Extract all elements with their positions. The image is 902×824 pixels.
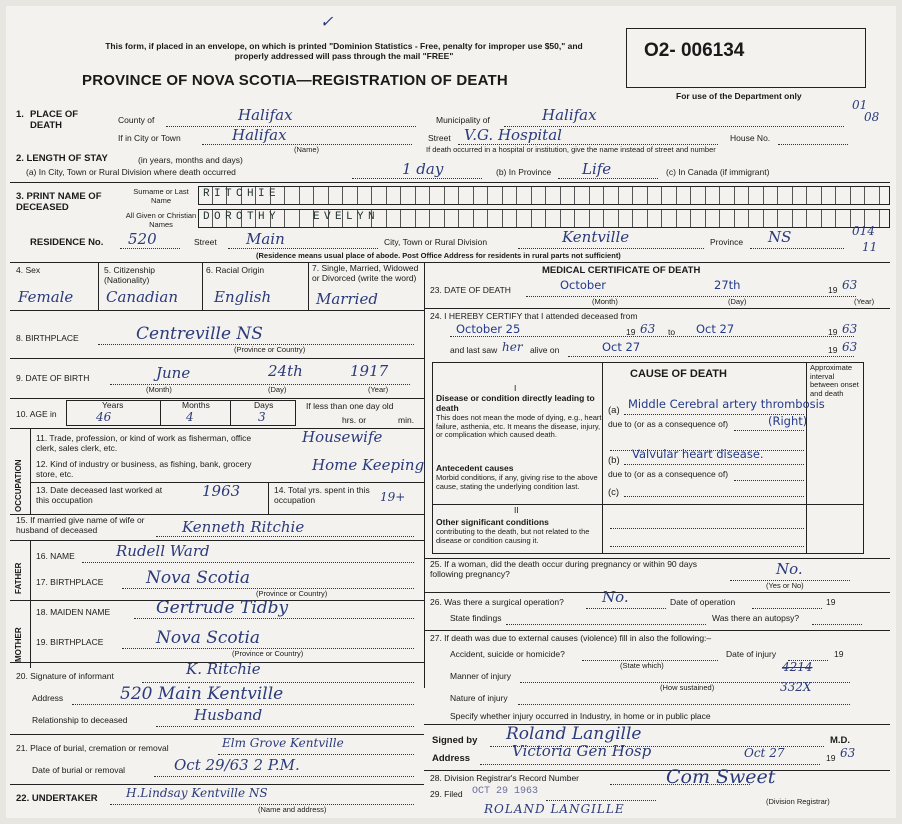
letter-cell: [677, 187, 692, 204]
residence-city: Kentville: [562, 228, 630, 246]
cause-a-value: Middle Cerebral artery thrombosis: [628, 397, 825, 411]
specify-label: Specify whether injury occurred in Industry, in home or in public place: [450, 711, 711, 721]
med-date: Oct 27: [744, 746, 785, 760]
letter-cell: [459, 187, 474, 204]
father-bp-value: Nova Scotia: [146, 568, 251, 588]
given-label: All Given or Christian Names: [125, 211, 197, 229]
death-certificate: [6, 6, 896, 818]
burial-place-value: Elm Grove Kentville: [222, 736, 344, 750]
letter-cell: [619, 210, 634, 227]
letter-cell: [836, 187, 851, 204]
surgical-label: 26. Was there a surgical operation?: [430, 597, 564, 607]
letter-cell: [430, 210, 445, 227]
racial-value: English: [214, 288, 272, 306]
lastsaw-value: Oct 27: [602, 340, 641, 354]
woman-label: 25. If a woman, did the death occur during pregnancy or within 90 days following pregnancy?: [430, 559, 697, 579]
autopsy-label: Was there an autopsy?: [712, 613, 800, 623]
street-value: V.G. Hospital: [464, 126, 562, 144]
registration-number: O2- 006134: [644, 40, 745, 61]
letter-cell: [633, 187, 648, 204]
letter-cell: [604, 187, 619, 204]
dob-year: 1917: [350, 362, 389, 380]
letter-cell: [474, 210, 489, 227]
dod-month-hint: (Month): [592, 297, 618, 306]
age-months-value: 4: [186, 410, 194, 424]
date-injury-label: Date of injury: [726, 649, 777, 659]
mailing-notice: This form, if placed in an envelope, on which is printed "Dominion Statistics - Free, penalty for improper use $50," and properly addressed will pass through the mail "FREE": [105, 41, 583, 61]
accident-label: Accident, suicide or homicide?: [450, 649, 565, 659]
interval-label: Approximate interval between onset and death: [810, 363, 859, 398]
att-to-prefix: 19: [828, 327, 838, 337]
signed-label: Signed by: [432, 735, 478, 746]
lastsaw-label: and last saw: [450, 345, 498, 355]
date-injury-prefix: 19: [834, 649, 844, 659]
letter-cell: [720, 210, 735, 227]
residence-city-label: City, Town or Rural Division: [384, 237, 488, 247]
letter-cell: [735, 187, 750, 204]
letter-cell: [416, 187, 431, 204]
dept-code-2: 08: [864, 110, 880, 124]
letter-cell: [764, 187, 779, 204]
letter-cell: [459, 210, 474, 227]
disease-note: This does not mean the mode of dying, e.g., heart failure, asthenia, etc. It means the disease, injury, or complication which caused death.: [436, 413, 602, 440]
age-months-label: Months: [182, 400, 210, 410]
letter-cell: [648, 210, 663, 227]
birthplace-hint: (Province or Country): [234, 345, 306, 354]
state-findings-label: State findings: [450, 613, 502, 623]
residence-street: Main: [246, 230, 285, 248]
industry-label: 12. Kind of industry or business, as fishing, bank, grocery store, etc.: [36, 459, 252, 479]
due-to-2: due to (or as a consequence of): [608, 469, 729, 479]
letter-cell: [865, 187, 880, 204]
nature-code: 332X: [780, 680, 812, 694]
place-death-num: 1.: [16, 109, 24, 120]
letter-cell: [807, 187, 822, 204]
letter-cell: [720, 187, 735, 204]
letter-cell: [662, 210, 677, 227]
sex-label: 4. Sex: [16, 265, 41, 275]
manner-label: Manner of injury: [450, 671, 511, 681]
letter-cell: [851, 187, 866, 204]
county-label: County of: [118, 115, 155, 125]
letter-cell: [416, 210, 431, 227]
med-year-prefix: 19: [826, 753, 836, 763]
father-side-label: FATHER: [14, 562, 23, 594]
letter-cell: [300, 187, 315, 204]
letter-cell: [561, 187, 576, 204]
letter-cell: [387, 187, 402, 204]
municipality-value: Halifax: [542, 106, 597, 124]
dod-day-hint: (Day): [728, 297, 747, 306]
sex-value: Female: [18, 288, 74, 306]
stay-a-value: 1 day: [402, 160, 444, 178]
registrar-signature: Com Sweet: [666, 766, 776, 788]
state-which-hint: (State which): [620, 661, 664, 670]
cause-c-label: (c): [608, 487, 620, 498]
stay-c-label: (c) In Canada (if immigrant): [666, 167, 770, 177]
surname-value: RITCHIE: [203, 188, 281, 200]
letter-cell: [329, 187, 344, 204]
med-address-label: Address: [432, 753, 471, 764]
informant-address-value: 520 Main Kentville: [120, 684, 284, 704]
md-label: M.D.: [830, 735, 851, 746]
letter-cell: [488, 187, 503, 204]
letter-cell: [445, 210, 460, 227]
mother-side-label: MOTHER: [14, 627, 23, 662]
burial-date-value: Oct 29/63 2 P.M.: [174, 756, 300, 774]
undertaker-value: H.Lindsay Kentville NS: [126, 786, 268, 800]
letter-cell: [691, 187, 706, 204]
stay-b-label: (b) In Province: [496, 167, 552, 177]
date-op-prefix: 19: [826, 597, 836, 607]
dob-day-hint: (Day): [268, 385, 287, 394]
spouse-value: Kenneth Ritchie: [182, 518, 305, 536]
informant-label: 20. Signature of informant: [16, 671, 114, 681]
burial-date-label: Date of burial or removal: [32, 765, 126, 775]
min-label: min.: [398, 415, 415, 425]
age-label: 10. AGE in: [16, 409, 57, 419]
marital-value: Married: [316, 290, 378, 308]
street-label: Street: [428, 133, 451, 143]
letter-cell: [474, 187, 489, 204]
surgical-value: No.: [602, 588, 629, 606]
hrs-label: hrs. or: [342, 415, 367, 425]
filed-label: 29. Filed: [430, 789, 463, 799]
letter-cell: [764, 210, 779, 227]
att-from-prefix: 19: [626, 327, 636, 337]
cause-a-label: (a): [608, 405, 620, 416]
father-name-label: 16. NAME: [36, 551, 75, 561]
letter-cell: [793, 210, 808, 227]
residence-province-label: Province: [710, 237, 744, 247]
lastsaw-her: her: [502, 340, 523, 354]
letter-cell: [503, 210, 518, 227]
letter-cell: [836, 210, 851, 227]
letter-cell: [807, 210, 822, 227]
cause-b-label: (b): [608, 455, 620, 466]
letter-cell: [285, 187, 300, 204]
dob-month-hint: (Month): [146, 385, 172, 394]
letter-cell: [546, 210, 561, 227]
age-years-value: 46: [96, 410, 112, 424]
father-name-value: Rudell Ward: [116, 542, 210, 560]
citizenship-value: Canadian: [106, 288, 179, 306]
external-label: 27. If death was due to external causes (violence) fill in also the following:–: [430, 633, 712, 643]
other-note: contributing to the death, but not related to the disease or condition causing it.: [436, 527, 590, 545]
letter-cell: [735, 210, 750, 227]
disease-label: Disease or condition directly leading to death: [436, 393, 595, 413]
filed-stamp: OCT 29 1963: [472, 786, 539, 797]
informant-value: K. Ritchie: [186, 660, 261, 678]
letter-cell: [517, 187, 532, 204]
letter-cell: [590, 187, 605, 204]
marital-label: 7. Single, Married, Widowed or Divorced (write the word): [312, 263, 419, 283]
letter-cell: [604, 210, 619, 227]
cause-b-value: Valvular heart disease.: [632, 447, 764, 461]
letter-cell: [778, 187, 793, 204]
dob-label: 9. DATE OF BIRTH: [16, 373, 90, 383]
citizenship-label: 5. Citizenship (Nationality): [104, 265, 156, 285]
letter-cell: [648, 187, 663, 204]
age-years-label: Years: [102, 400, 124, 410]
dod-label: 23. DATE OF DEATH: [430, 285, 511, 295]
given-value: DOROTHY EVELYN: [203, 211, 380, 223]
letter-cell: [677, 210, 692, 227]
woman-yesno-hint: (Yes or No): [766, 581, 804, 590]
occupation-side-label: OCCUPATION: [14, 459, 23, 512]
att-to-label: to: [668, 327, 676, 337]
letter-cell: [590, 210, 605, 227]
letter-cell: [532, 187, 547, 204]
date-op-label: Date of operation: [670, 597, 736, 607]
dob-year-hint: (Year): [368, 385, 389, 394]
section-ii: II: [514, 505, 519, 515]
dod-year: 63: [842, 278, 858, 292]
place-death-label: PLACE OF DEATH: [30, 109, 79, 131]
letter-cell: [503, 187, 518, 204]
racial-label: 6. Racial Origin: [206, 265, 265, 275]
att-to: Oct 27: [696, 322, 735, 336]
lessday-label: If less than one day old: [306, 401, 394, 411]
dob-month: June: [156, 364, 191, 382]
relationship-value: Husband: [194, 706, 263, 724]
mother-bp-label: 19. BIRTHPLACE: [36, 637, 104, 647]
city-name-hint: (Name): [294, 145, 320, 154]
dod-day: 27th: [714, 278, 741, 292]
medical-title: MEDICAL CERTIFICATE OF DEATH: [542, 265, 701, 276]
trade-label: 11. Trade, profession, or kind of work as fisherman, office clerk, sales clerk, etc.: [36, 433, 252, 453]
alive-on-label: alive on: [530, 345, 560, 355]
letter-cell: [343, 187, 358, 204]
burial-place-label: 21. Place of burial, cremation or removal: [16, 743, 169, 753]
cause-title: CAUSE OF DEATH: [630, 368, 727, 380]
dept-code-1: 01: [852, 98, 868, 112]
form-title: PROVINCE OF NOVA SCOTIA—REGISTRATION OF DEATH: [82, 72, 508, 89]
residence-label: RESIDENCE No.: [30, 237, 104, 248]
dod-year-prefix: 19: [828, 285, 838, 295]
letter-cell: [401, 210, 416, 227]
lastworked-value: 1963: [202, 482, 241, 500]
letter-cell: [358, 187, 373, 204]
mother-bp-hint: (Province or Country): [232, 649, 304, 658]
signed-value: Roland Langille: [506, 724, 642, 744]
city-value: Halifax: [232, 126, 287, 144]
lastsaw-year: 63: [842, 340, 858, 354]
att-from: October 25: [456, 322, 521, 336]
letter-cell: [387, 210, 402, 227]
residence-province: NS: [768, 228, 792, 246]
hospital-note: If death occurred in a hospital or institution, give the name instead of street and number: [426, 145, 716, 154]
letter-cell: [822, 187, 837, 204]
margin-code-2: 11: [862, 240, 878, 254]
dept-use-label: For use of the Department only: [676, 91, 802, 101]
mother-bp-value: Nova Scotia: [156, 628, 261, 648]
age-days-label: Days: [254, 400, 274, 410]
letter-cell: [488, 210, 503, 227]
house-label: House No.: [730, 133, 771, 143]
relationship-label: Relationship to deceased: [32, 715, 128, 725]
father-bp-hint: (Province or Country): [256, 589, 328, 598]
letter-cell: [822, 210, 837, 227]
mother-maiden-value: Gertrude Tidby: [156, 598, 289, 618]
cause-a-extra: (Right): [768, 414, 808, 428]
letter-cell: [619, 187, 634, 204]
birthplace-value: Centreville NS: [136, 324, 263, 344]
letter-cell: [778, 210, 793, 227]
registrar-hint: (Division Registrar): [766, 797, 830, 806]
nature-label: Nature of injury: [450, 693, 508, 703]
other-label: Other significant conditions: [436, 517, 549, 527]
letter-cell: [793, 187, 808, 204]
age-days-value: 3: [258, 410, 266, 424]
printed-physician-name: ROLAND LANGILLE: [484, 802, 625, 816]
letter-cell: [575, 210, 590, 227]
city-label: If in City or Town: [118, 133, 181, 143]
att-to-year: 63: [842, 322, 858, 336]
trade-value: Housewife: [302, 428, 383, 446]
father-bp-label: 17. BIRTHPLACE: [36, 577, 104, 587]
how-sustained-hint: (How sustained): [660, 683, 715, 692]
woman-value: No.: [776, 560, 803, 578]
undertaker-label: 22. UNDERTAKER: [16, 793, 98, 804]
letter-cell: [749, 187, 764, 204]
residence-note: (Residence means usual place of abode. Post Office Address for residents in rural parts not sufficient): [256, 251, 621, 260]
letter-cell: [749, 210, 764, 227]
dod-year-hint: (Year): [854, 297, 875, 306]
letter-cell: [430, 187, 445, 204]
residence-street-label: Street: [194, 237, 217, 247]
check-mark: ✓: [320, 12, 334, 31]
letter-cell: [372, 187, 387, 204]
letter-cell: [517, 210, 532, 227]
letter-cell: [314, 187, 329, 204]
municipality-label: Municipality of: [436, 115, 490, 125]
letter-cell: [401, 187, 416, 204]
margin-code-1: 014: [852, 224, 875, 238]
attended-label: 24. I HEREBY CERTIFY that I attended deceased from: [430, 311, 638, 321]
letter-cell: [561, 210, 576, 227]
manner-code: 4214: [782, 660, 813, 674]
letter-cell: [662, 187, 677, 204]
stay-a-label: (a) In City, Town or Rural Division where death occurred: [26, 167, 236, 177]
lastworked-label: 13. Date deceased last worked at this occupation: [36, 485, 163, 505]
county-value: Halifax: [238, 106, 293, 124]
stay-b-value: Life: [582, 160, 612, 178]
dod-month: October: [560, 278, 607, 292]
letter-cell: [532, 210, 547, 227]
section-i: I: [514, 383, 517, 393]
industry-value: Home Keeping: [312, 456, 425, 474]
letter-cell: [445, 187, 460, 204]
residence-no: 520: [128, 230, 157, 248]
antecedent-note: Morbid conditions, if any, giving rise to the above cause, stating the underlying condition last.: [436, 473, 598, 491]
letter-cell: [575, 187, 590, 204]
spouse-label: 15. If married give name of wife or husband of deceased: [16, 515, 145, 535]
med-year: 63: [840, 746, 856, 760]
letter-cell: [691, 210, 706, 227]
surname-label: Surname or Last Name: [133, 187, 189, 205]
dob-day: 24th: [268, 362, 303, 380]
mother-maiden-label: 18. MAIDEN NAME: [36, 607, 111, 617]
length-stay-label: 2. LENGTH OF STAY: [16, 153, 108, 164]
med-address-value: Victoria Gen Hosp: [512, 742, 652, 760]
att-from-year: 63: [640, 322, 656, 336]
antecedent-label: Antecedent causes: [436, 463, 514, 473]
letter-cell: [546, 187, 561, 204]
informant-address-label: Address: [32, 693, 64, 703]
letter-cell: [706, 187, 721, 204]
undertaker-hint: (Name and address): [258, 805, 327, 814]
due-to-1: due to (or as a consequence of): [608, 419, 729, 429]
totalyrs-label: 14. Total yrs. spent in this occupation: [274, 485, 370, 505]
print-name-label: 3. PRINT NAME OF DECEASED: [16, 191, 102, 213]
letter-cell: [706, 210, 721, 227]
birthplace-label: 8. BIRTHPLACE: [16, 333, 79, 343]
length-stay-sub: (in years, months and days): [138, 155, 243, 165]
letter-cell: [633, 210, 648, 227]
totalyrs-value: 19+: [380, 490, 406, 504]
lastsaw-prefix: 19: [828, 345, 838, 355]
record-label: 28. Division Registrar's Record Number: [430, 773, 580, 783]
